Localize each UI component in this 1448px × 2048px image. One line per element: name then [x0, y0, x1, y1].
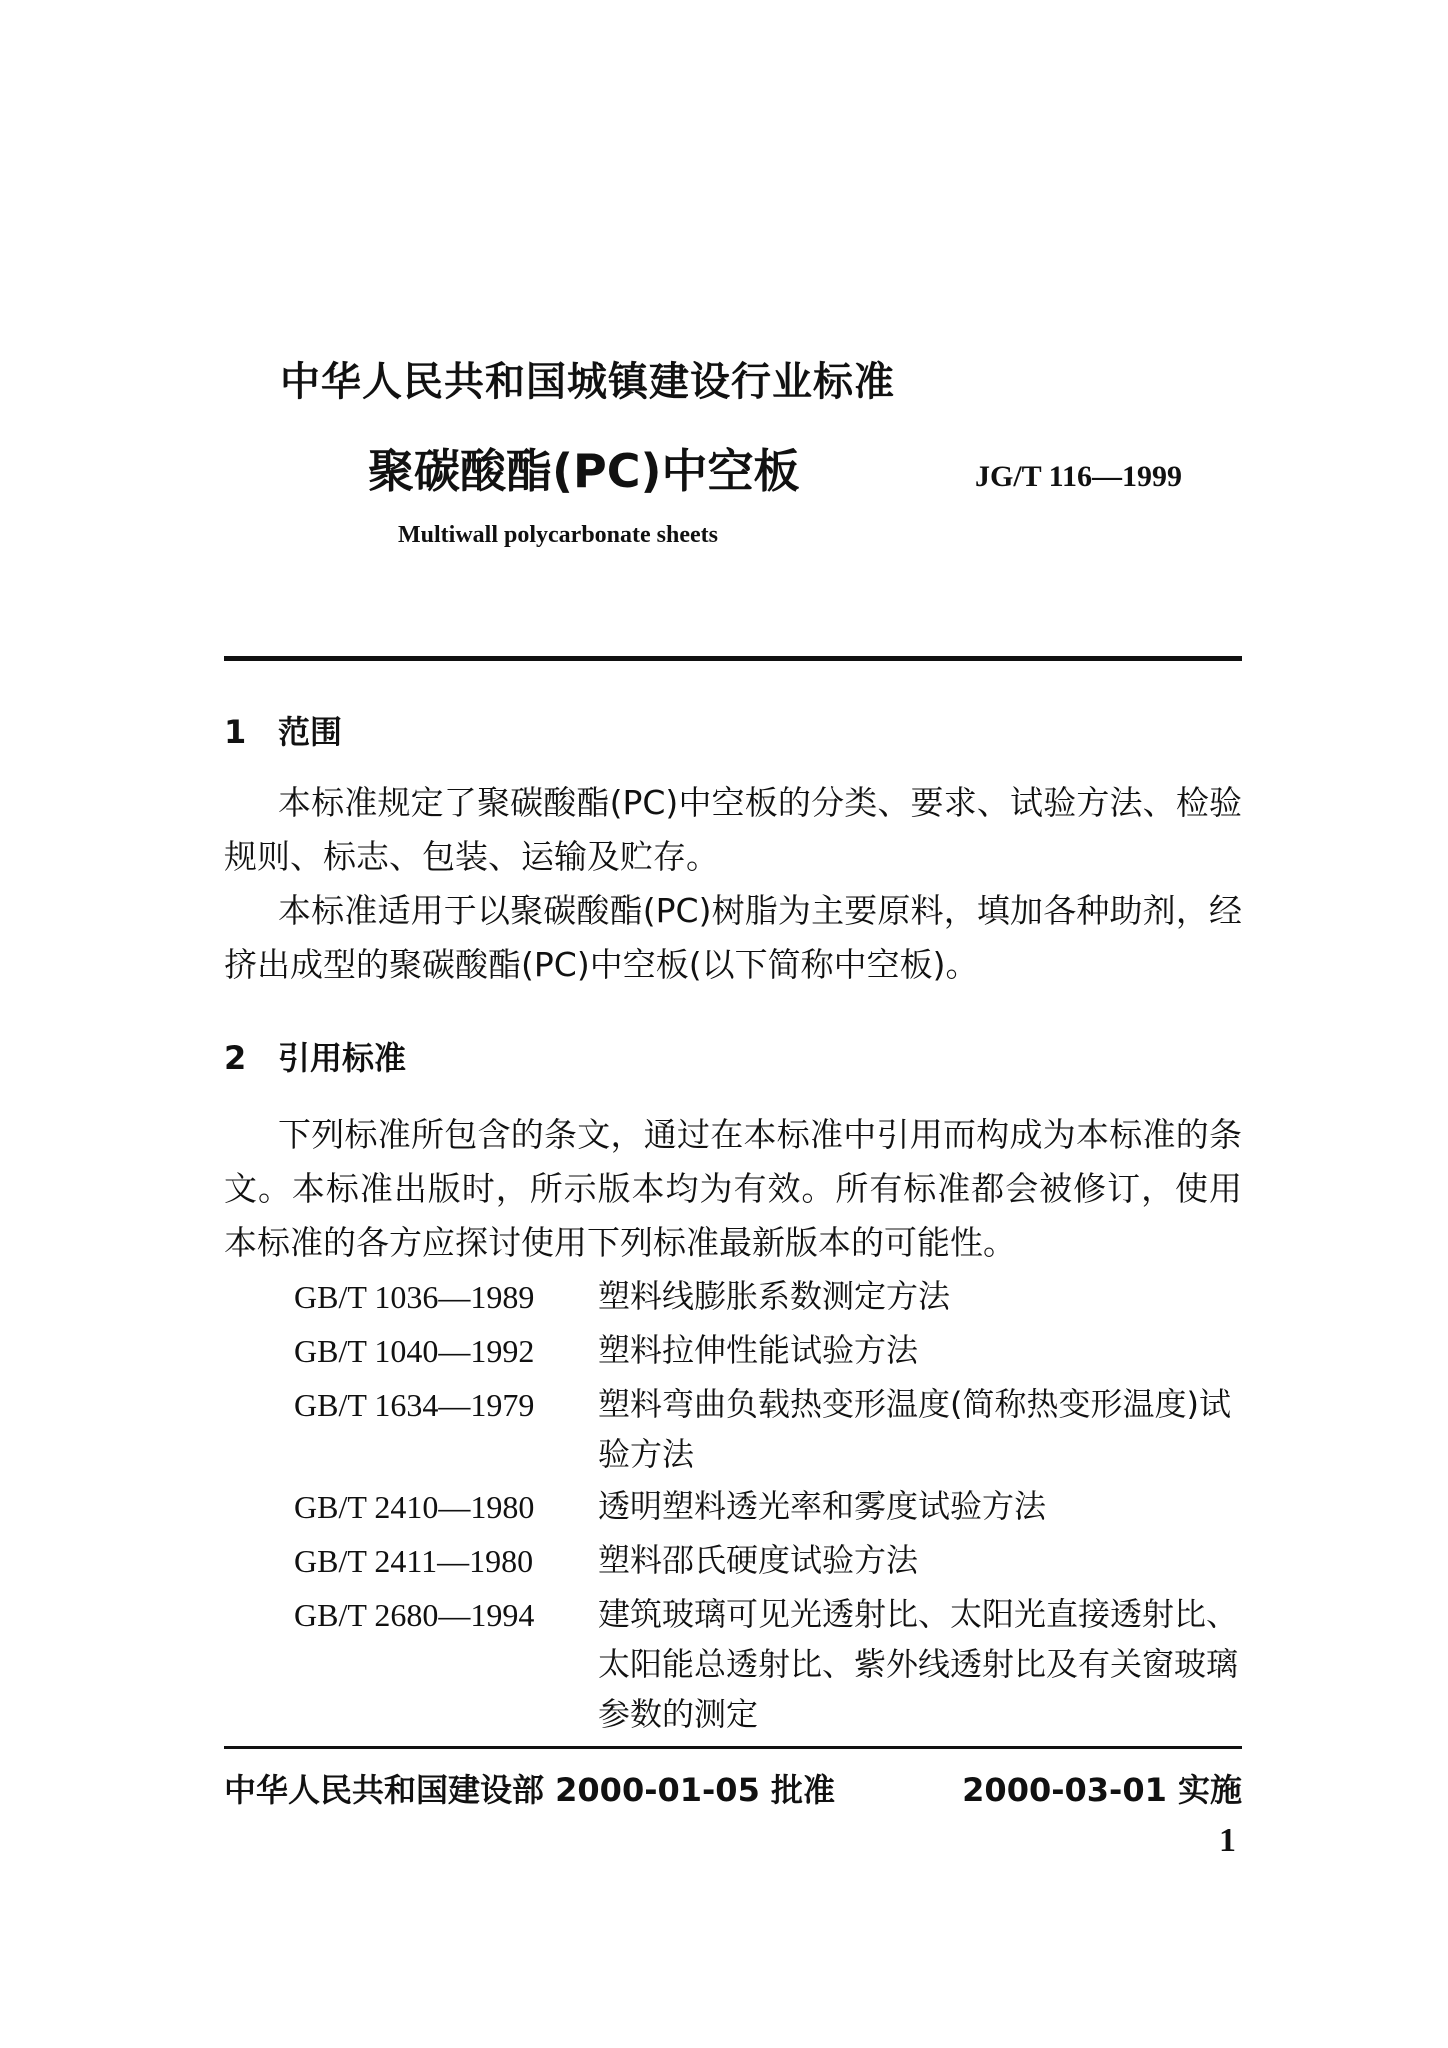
reference-item: [294, 1325, 1242, 1377]
reference-list: [294, 1271, 1242, 1741]
section-1-paragraph-1: 本标准规定了聚碳酸酯(PC)中空板的分类、要求、试验方法、检验规则、标志、包装、运输及贮存。: [224, 783, 1242, 876]
reference-code: GB/T 1036—1989: [294, 1279, 535, 1315]
reference-title: 塑料线膨胀系数测定方法: [598, 1277, 951, 1315]
approval-statement: 中华人民共和国建设部 2000-01-05 批准: [224, 1771, 835, 1809]
section-1-number: 1: [224, 713, 247, 751]
reference-item: [294, 1379, 1242, 1479]
section-1-paragraph-2: 本标准适用于以聚碳酸酯(PC)树脂为主要原料，填加各种助剂，经挤出成型的聚碳酸酯(PC)中空板(以下简称中空板)。: [224, 891, 1242, 984]
section-1-title: 范围: [278, 713, 343, 751]
reference-code: GB/T 1634—1979: [294, 1387, 535, 1423]
footer-divider: [224, 1746, 1242, 1749]
section-2-heading: [224, 1033, 406, 1079]
section-2-title: 引用标准: [278, 1039, 407, 1077]
reference-item: [294, 1271, 1242, 1323]
english-title: Multiwall polycarbonate sheets: [398, 522, 718, 548]
document-title: 聚碳酸酯(PC)中空板: [368, 444, 800, 498]
reference-item: [294, 1481, 1242, 1533]
reference-title: 塑料拉伸性能试验方法: [598, 1331, 919, 1369]
implementation-date: 2000-03-01 实施: [962, 1771, 1242, 1809]
reference-title: 塑料弯曲负载热变形温度(简称热变形温度)试验方法: [598, 1385, 1231, 1473]
standard-number: JG/T 116—1999: [975, 460, 1182, 493]
section-1-heading: [224, 707, 342, 753]
issuer-heading: 中华人民共和国城镇建设行业标准: [280, 359, 895, 405]
section-2-paragraph-1: 下列标准所包含的条文，通过在本标准中引用而构成为本标准的条文。本标准出版时，所示版本均为有效。所有标准都会被修订，使用本标准的各方应探讨使用下列标准最新版本的可能性。: [224, 1115, 1242, 1262]
header-divider: [224, 656, 1242, 661]
reference-item: [294, 1589, 1242, 1739]
reference-title: 建筑玻璃可见光透射比、太阳光直接透射比、太阳能总透射比、紫外线透射比及有关窗玻璃参数的测定: [598, 1595, 1239, 1733]
reference-code: GB/T 2410—1980: [294, 1489, 535, 1525]
section-2-number: 2: [224, 1039, 247, 1077]
reference-code: GB/T 1040—1992: [294, 1333, 535, 1369]
reference-title: 塑料邵氏硬度试验方法: [598, 1541, 919, 1579]
reference-title: 透明塑料透光率和雾度试验方法: [598, 1487, 1047, 1525]
reference-code: GB/T 2411—1980: [294, 1543, 534, 1579]
reference-code: GB/T 2680—1994: [294, 1597, 535, 1633]
reference-item: [294, 1535, 1242, 1587]
page-number: 1: [1219, 1822, 1236, 1859]
